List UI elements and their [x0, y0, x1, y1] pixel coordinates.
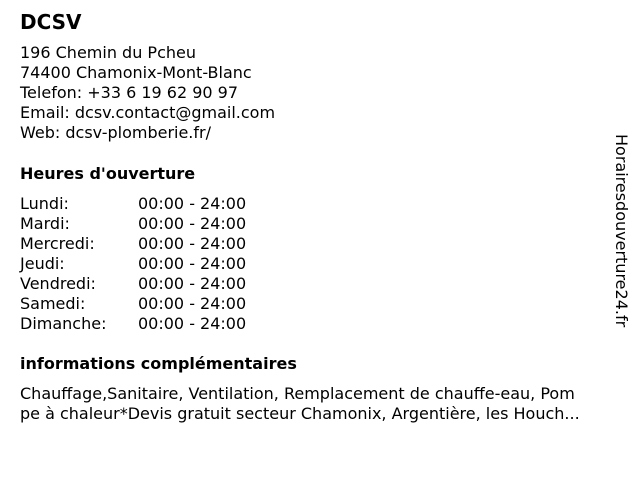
- address-line-street: 196 Chemin du Pcheu: [20, 43, 196, 62]
- hours-row-monday: [20, 194, 246, 214]
- time-range: 00:00 - 24:00: [138, 314, 247, 333]
- website-text: Web: dcsv-plomberie.fr/: [20, 123, 211, 142]
- contact-block: [20, 43, 275, 143]
- hours-row-saturday: [20, 294, 246, 314]
- company-name: DCSV: [20, 10, 82, 34]
- info-line-1: Chauffage,Sanitaire, Ventilation, Remplacement de chauffe-eau, Pom: [20, 384, 575, 403]
- hours-row-wednesday: [20, 234, 246, 254]
- hours-row-sunday: [20, 314, 246, 334]
- address-line-city: 74400 Chamonix-Mont-Blanc: [20, 63, 252, 82]
- time-range: 00:00 - 24:00: [138, 214, 247, 233]
- additional-info-heading: informations complémentaires: [20, 354, 297, 373]
- day-label: Vendredi:: [20, 274, 96, 293]
- hours-row-thursday: [20, 254, 246, 274]
- day-label: Dimanche:: [20, 314, 107, 333]
- hours-row-tuesday: [20, 214, 246, 234]
- opening-hours-table: [20, 194, 246, 334]
- time-range: 00:00 - 24:00: [138, 194, 247, 213]
- additional-info-text: [20, 384, 630, 424]
- time-range: 00:00 - 24:00: [138, 254, 247, 273]
- time-range: 00:00 - 24:00: [138, 294, 247, 313]
- phone-text: Telefon: +33 6 19 62 90 97: [20, 83, 239, 102]
- day-label: Mardi:: [20, 214, 70, 233]
- time-range: 00:00 - 24:00: [138, 274, 247, 293]
- day-label: Lundi:: [20, 194, 69, 213]
- time-range: 00:00 - 24:00: [138, 234, 247, 253]
- opening-hours-heading: Heures d'ouverture: [20, 164, 196, 183]
- day-label: Jeudi:: [20, 254, 65, 273]
- site-watermark: [610, 134, 636, 346]
- info-line-2: pe à chaleur*Devis gratuit secteur Chamonix, Argentière, les Houch...: [20, 404, 580, 423]
- day-label: Mercredi:: [20, 234, 95, 253]
- day-label: Samedi:: [20, 294, 86, 313]
- hours-row-friday: [20, 274, 246, 294]
- watermark-text: Horairesdouverture24.fr: [612, 134, 631, 328]
- email-text: Email: dcsv.contact@gmail.com: [20, 103, 276, 122]
